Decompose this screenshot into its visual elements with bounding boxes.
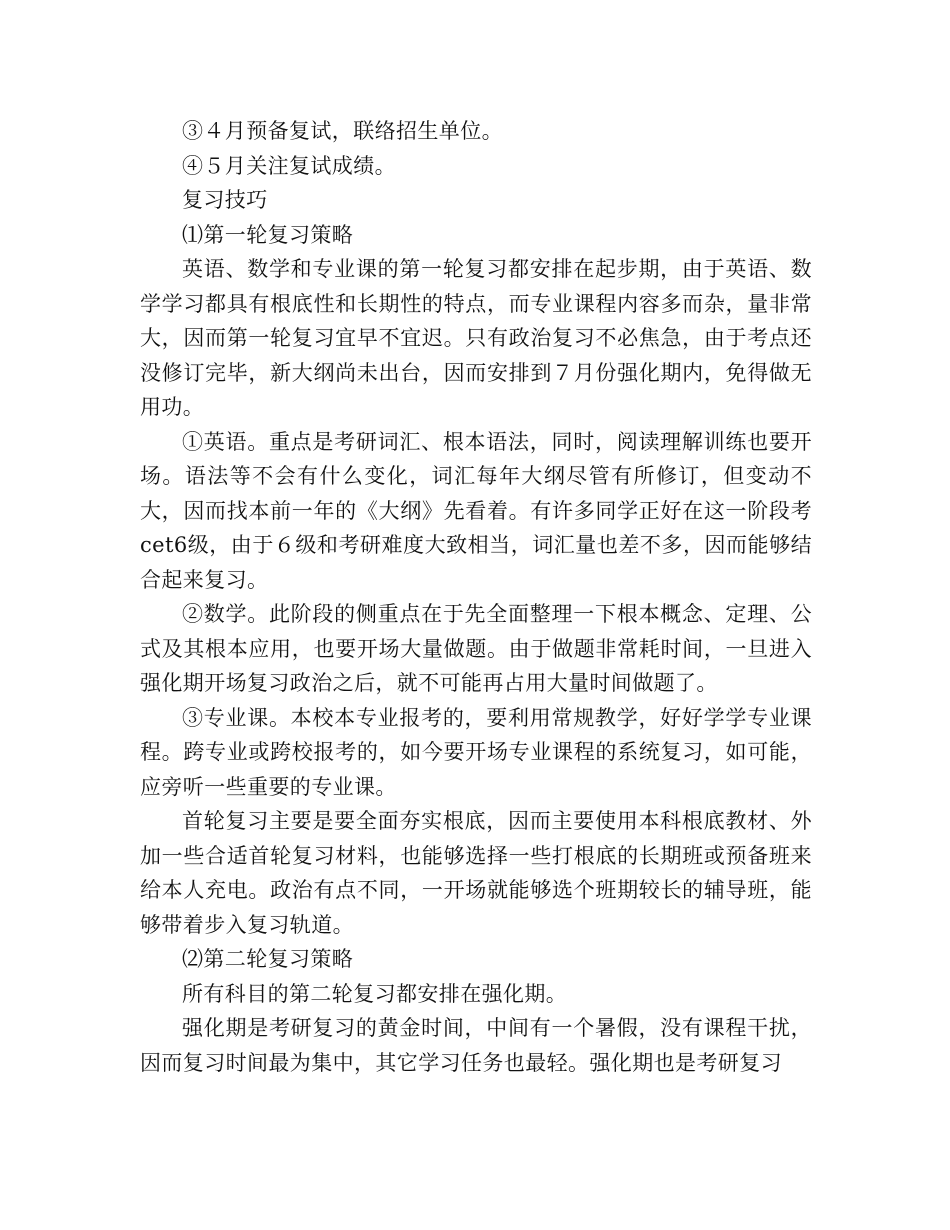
- paragraph-first-round-intro: 英语、数学和专业课的第一轮复习都安排在起步期，由于英语、数学学习都具有根底性和长期性的特点，而专业课程内容多而杂，量非常大，因而第一轮复习宜早不宜迟。只有政治复习不必焦急，由于考点还没修订完毕，新大纲尚未出台，因而安排到７月份强化期内，免得做无用功。: [140, 257, 812, 419]
- section-heading-review-tips: 复习技巧: [182, 188, 268, 212]
- paragraph-first-round-summary: 首轮复习主要是要全面夯实根底，因而主要使用本科根底教材、外加一些合适首轮复习材料，也能够选择一些打根底的长期班或预备班来给本人充电。政治有点不同，一开场就能够选个班期较长的辅导班，能够带着步入复习轨道。: [140, 809, 812, 937]
- document-body: [140, 114, 812, 1080]
- paragraph-major-courses: ③专业课。本校本专业报考的，要利用常规教学，好好学学专业课程。跨专业或跨校报考的，如今要开场专业课程的系统复习，如可能，应旁听一些重要的专业课。: [140, 705, 812, 799]
- paragraph-math: ②数学。此阶段的侧重点在于先全面整理一下根本概念、定理、公式及其根本应用，也要开场大量做题。由于做题非常耗时间，一旦进入强化期开场复习政治之后，就不可能再占用大量时间做题了。: [140, 602, 812, 695]
- subheading-first-round: ⑴第一轮复习策略: [182, 222, 354, 247]
- paragraph-second-round-intro: 所有科目的第二轮复习都安排在强化期。: [182, 981, 568, 1006]
- paragraph-english: ①英语。重点是考研词汇、根本语法，同时，阅读理解训练也要开场。语法等不会有什么变化，词汇每年大纲尽管有所修订，但变动不大，因而找本前一年的《大纲》先看着。有许多同学正好在这一阶段考cet6级，由于６级和考研难度大致相当，词汇量也差不多，因而能够结合起来复习。: [140, 429, 812, 592]
- paragraph-step-3: ③４月预备复试，联络招生单位。: [182, 119, 503, 143]
- paragraph-step-4: ④５月关注复试成绩。: [182, 153, 396, 178]
- paragraph-intensive-period: 强化期是考研复习的黄金时间，中间有一个暑假，没有课程干扰，因而复习时间最为集中，其它学习任务也最轻。强化期也是考研复习: [140, 1016, 812, 1075]
- subheading-second-round: ⑵第二轮复习策略: [182, 947, 354, 971]
